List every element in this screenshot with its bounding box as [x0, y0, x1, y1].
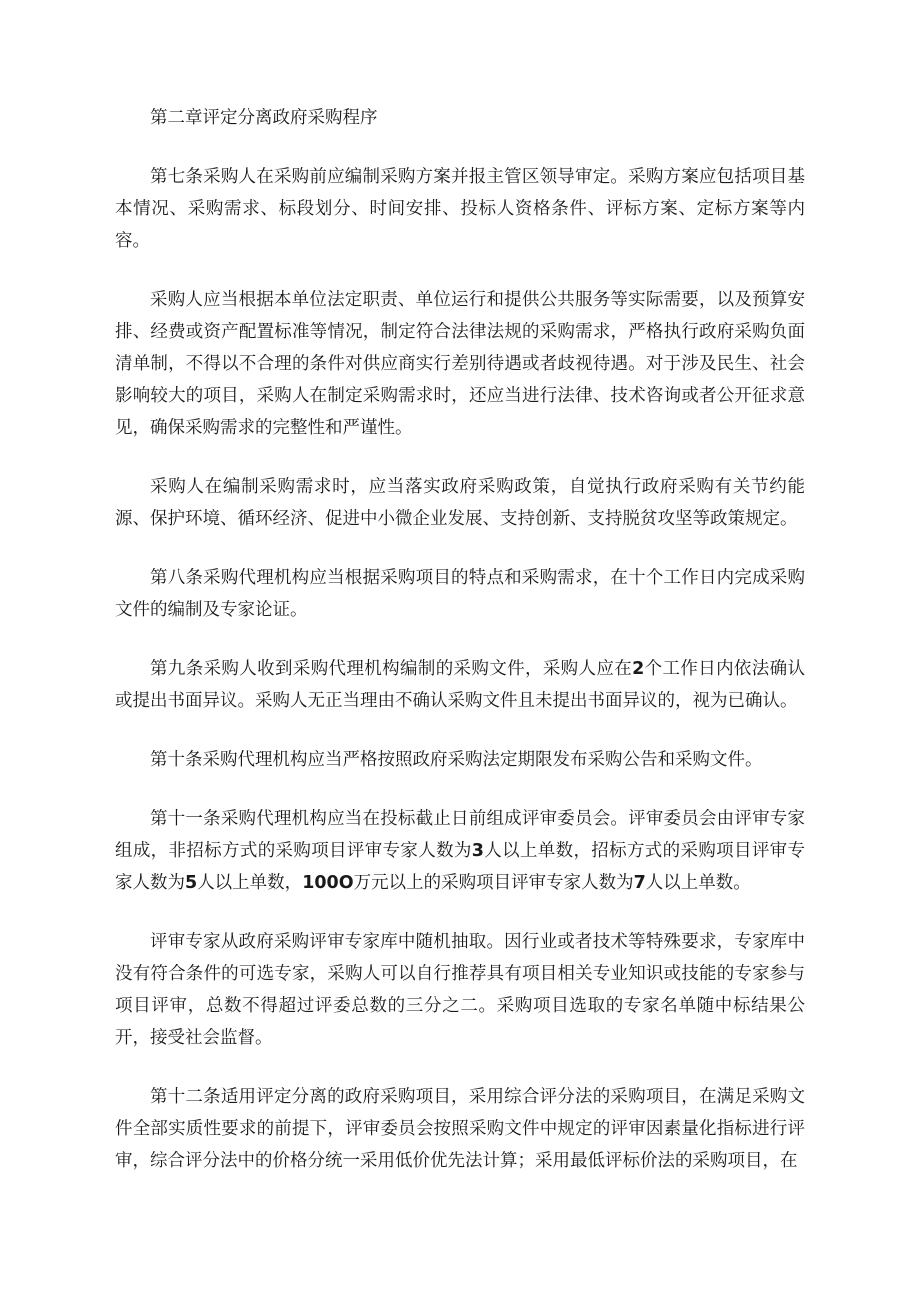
document-body [115, 102, 805, 1204]
article-11-text-d: 万元以上的采购项目评审专家人数为 [353, 873, 634, 893]
paragraph-article-11 [115, 803, 805, 899]
article-11-number-5: 5 [185, 873, 198, 893]
paragraph-article-7: 第七条采购人在采购前应编制采购方案并报主管区领导审定。采购方案应包括项目基本情况、采购需求、标段划分、时间安排、投标人资格条件、评标方案、定标方案等内容。 [115, 167, 805, 251]
article-11-number-1000: 100O [302, 873, 354, 893]
article-11-number-7: 7 [633, 873, 646, 893]
article-9-days-number: 2 [632, 659, 645, 679]
chapter-title: 第二章评定分离政府采购程序 [150, 108, 378, 128]
paragraph-procurement-policy: 采购人在编制采购需求时，应当落实政府采购政策，自觉执行政府采购有关节约能源、保护环境、循环经济、促进中小微企业发展、支持创新、支持脱贫攻坚等政策规定。 [115, 477, 805, 529]
paragraph-procurement-requirements: 采购人应当根据本单位法定职责、单位运行和提供公共服务等实际需要，以及预算安排、经费或资产配置标准等情况，制定符合法律法规的采购需求，严格执行政府采购负面清单制，不得以不合理的条件对供应商实行差别待遇或者歧视待遇。对于涉及民生、社会影响较大的项目，采购人在制定采购需求时，还应当进行法律、技术咨询或者公开征求意见，确保采购需求的完整性和严谨性。 [115, 290, 805, 438]
article-11-text-c: 人以上单数， [197, 873, 303, 893]
article-11-text-e: 人以上单数。 [645, 873, 751, 893]
article-11-number-3: 3 [471, 841, 484, 861]
article-11-text-b: 人以上单数，招标方式的采购项目评审专家人数为 [115, 841, 806, 893]
paragraph-article-12: 第十二条适用评定分离的政府采购项目，采用综合评分法的采购项目，在满足采购文件全部实质性要求的前提下，评审委员会按照采购文件中规定的评审因素量化指标进行评审，综合评分法中的价格分统一采用低价优先法计算；采用最低评标价法的采购项目，在 [115, 1087, 805, 1171]
article-9-text-a: 第九条采购人收到采购代理机构编制的采购文件，采购人应在 [150, 659, 633, 679]
paragraph-expert-selection: 评审专家从政府采购评审专家库中随机抽取。因行业或者技术等特殊要求，专家库中没有符合条件的可选专家，采购人可以自行推荐具有项目相关专业知识或技能的专家参与项目评审，总数不得超过评委总数的三分之二。采购项目选取的专家名单随中标结果公开，接受社会监督。 [115, 932, 805, 1048]
article-11-text-a: 第十一条采购代理机构应当在投标截止日前组成评审委员会。评审委员会由评审专家组成，非招标方式的采购项目评审专家人数为 [115, 809, 805, 861]
paragraph-article-9 [115, 653, 805, 717]
paragraph-article-10: 第十条采购代理机构应当严格按照政府采购法定期限发布采购公告和采购文件。 [150, 750, 763, 770]
paragraph-article-8: 第八条采购代理机构应当根据采购项目的特点和采购需求，在十个工作日内完成采购文件的编制及专家论证。 [115, 568, 805, 620]
article-9-text-b: 个工作日内依法确认或提出书面异议。采购人无正当理由不确认采购文件且未提出书面异议的，视为已确认。 [115, 659, 805, 711]
